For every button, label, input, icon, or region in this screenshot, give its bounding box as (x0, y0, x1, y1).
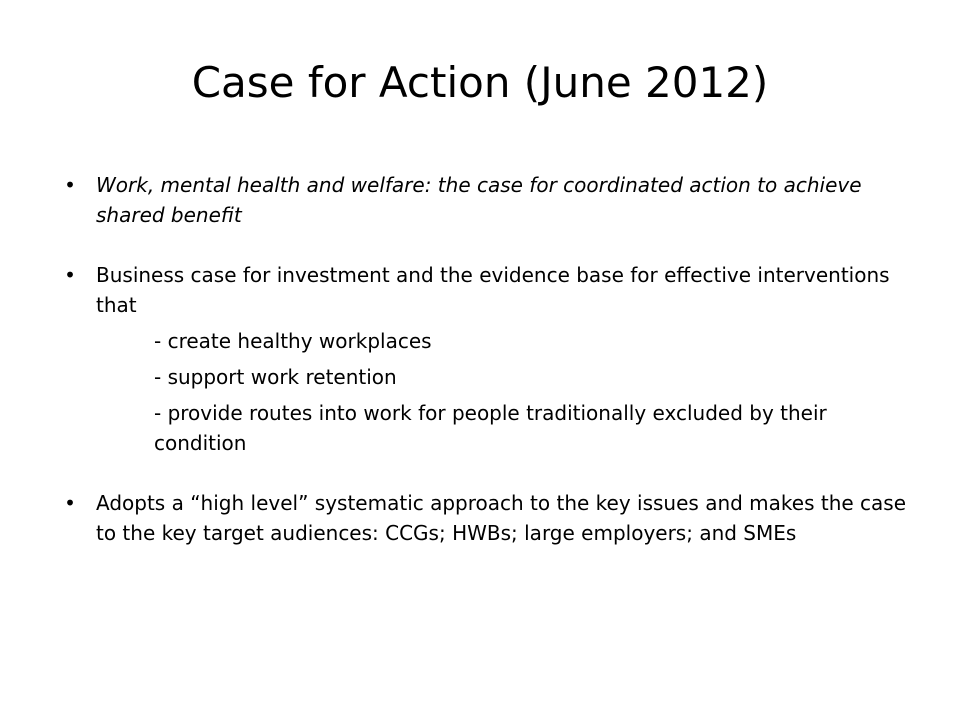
bullet-icon: • (64, 491, 76, 515)
sub-list (96, 326, 920, 458)
bullet-text: Work, mental health and welfare: the case for coordinated action to achieve shared benefit (96, 173, 862, 227)
bullet-item (60, 488, 920, 548)
bullet-item (60, 260, 920, 458)
bullet-item (60, 170, 920, 230)
bullet-icon: • (64, 173, 76, 197)
bullet-text: Adopts a “high level” systematic approach to the key issues and makes the case to the key target audiences: CCGs; HWBs; large employers; and SMEs (96, 491, 907, 545)
bullet-text: Business case for investment and the evidence base for effective interventions that (96, 263, 890, 317)
sub-item: - provide routes into work for people traditionally excluded by their condition (154, 401, 827, 455)
sub-item: - create healthy workplaces (154, 329, 432, 353)
slide-body (60, 170, 920, 578)
slide-title: Case for Action (June 2012) (191, 58, 769, 107)
bullet-icon: • (64, 263, 76, 287)
sub-item: - support work retention (154, 365, 397, 389)
